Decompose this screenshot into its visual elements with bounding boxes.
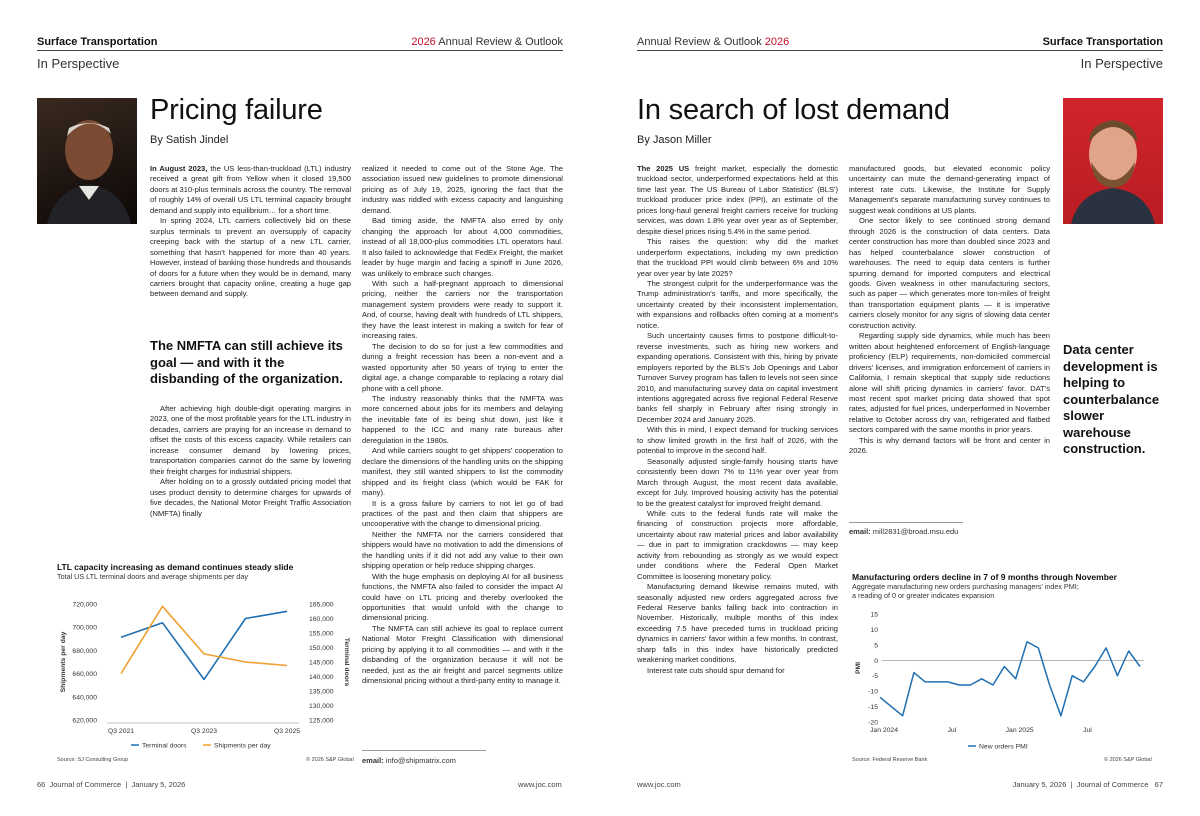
pmi-chart-title: Manufacturing orders decline in 7 of 9 months through November: [852, 572, 1117, 582]
right-pull-quote: Data center development is helping to counterbalance slower warehouse construction.: [1063, 342, 1160, 456]
left-issue-title: [411, 36, 563, 48]
right-issue-name: Annual Review & Outlook: [637, 36, 765, 48]
ltl-chart-header: [57, 562, 357, 581]
right-perspective-label: In Perspective: [1080, 56, 1163, 71]
pmi-y-tick-label: 0: [874, 657, 878, 665]
left-page-number: 66: [37, 780, 46, 789]
right-footer: January 5, 2026 | Journal of Commerce 67: [1012, 780, 1163, 789]
left-paragraph: Bad timing aside, the NMFTA also erred by only changing the approach for about 4,000 commodities, instead of all 18,000-plus commodities LTL operators haul. It also failed to acknowledge that FedEx Freight, the market leader by huge margin and facing a spinoff in June 2026, was unlikely to embrace such changes.: [362, 216, 563, 278]
pmi-y-axis-label: PMI: [855, 661, 862, 675]
ltl-y2-tick-label: 150,000: [309, 645, 334, 652]
right-column-1: [637, 164, 838, 676]
author-portrait-icon: [37, 98, 137, 224]
left-footer-url[interactable]: www.joc.com: [518, 780, 562, 789]
left-paragraph: After achieving high double-digit operating margins in 2023, one of the most profitable years for the LTL industry in decades, carriers are praying for an increase in demand to offset the costs of this excess capacity. While retailers can increase consumer demand by lowering prices, transportation companies cannot do the same by lowering their freight charges for industrial shippers.: [150, 404, 351, 476]
right-email-rule: [849, 522, 963, 523]
ltl-chart-credit: © 2026 S&P Global: [306, 757, 354, 763]
left-paragraph: realized it needed to come out of the Stone Age. The association issued new guidelines to promote dimensional pricing as of July 19, 2025, ignoring the fact that the industry was riddled with excess capacity and languishing demand.: [362, 164, 563, 215]
left-perspective-label: In Perspective: [37, 56, 120, 71]
right-email-address[interactable]: mill2831@broad.msu.edu: [872, 527, 959, 536]
right-paragraph: Such uncertainty causes firms to postpone difficult-to-reverse investments, such as hiring new workers and expanding operations. Consistent with this, hiring by private employers reported by the BLS's Job Openings and Labor Turnover Survey program has fallen to levels not seen since 2010, and manufacturing survey data on capital investment intentions aggregated across five regional Federal Reserve banks fell sharply in February after rising strongly in December 2024 and January 2025.: [637, 331, 838, 424]
ltl-y2-tick-label: 135,000: [309, 688, 334, 696]
right-paragraph: Seasonally adjusted single-family housing starts have consistently been down 7% to 11% year over year from March through August, the most recent data available, except for July. Improved housing activity has the potential to be the greatest catalyst for improved freight demand.: [637, 456, 838, 508]
author-portrait-icon: [1063, 98, 1163, 224]
right-issue-title: [637, 36, 789, 48]
right-byline: By Jason Miller: [637, 134, 712, 146]
left-paragraph: It is a gross failure by carriers to not let go of bad practices of the past and then claim that shippers are uncooperative with the change to dimensional pricing.: [362, 498, 563, 529]
pmi-x-tick-label: Jan 2024: [870, 727, 898, 734]
left-issue-year: 2026: [411, 36, 436, 48]
left-footer-date: January 5, 2026: [131, 780, 186, 789]
right-column-2: [849, 164, 1050, 457]
right-paragraph: Regarding supply side dynamics, while much has been written about heightened enforcement of English-language proficiency (ELP) requirements, non-domiciled commercial drivers' licenses, and immigration enforcement of carriers in California, I remain skeptical that supply side reductions alone will shift pricing dynamics in carriers' favor. DAT's most recent spot market pricing data showed that spot rates, adjusted for fuel prices, underperformed in November relative to October across dry van, refrigerated and flatbed sectors compared with the same months in prior years.: [849, 331, 1050, 435]
ltl-y-tick-label: 660,000: [72, 671, 97, 679]
ltl-y2-tick-label: 160,000: [309, 616, 334, 623]
pmi-x-tick-label: Jul: [947, 727, 957, 734]
pmi-chart-header: [852, 572, 1164, 600]
right-footer-pub: Journal of Commerce: [1076, 780, 1149, 789]
left-pull-quote: The NMFTA can still achieve its goal — and with it the disbanding of the organization.: [150, 338, 343, 386]
ltl-y-tick-label: 680,000: [72, 647, 97, 655]
ltl-chart: [55, 588, 355, 758]
left-paragraph: With the huge emphasis on deploying AI for all business functions, the NMFTA also failed to consider the impact AI could have on LTL pricing and thereby overlooked the opportunities that would unfold with the change to dimensional pricing.: [362, 571, 563, 623]
right-paragraph: manufactured goods, but elevated economic policy uncertainty can mute the demand-generating impact of interest rate cuts. Likewise, the Institute for Supply Management's separate manufacturing survey continues to suggest weak conditions at US plants.: [849, 164, 1050, 215]
pmi-y-tick-label: -10: [868, 688, 878, 696]
right-issue-year: 2026: [764, 36, 790, 48]
author-photo-miller: [1063, 98, 1163, 224]
ltl-y2-tick-label: 155,000: [309, 630, 334, 638]
right-paragraph: freight market, especially the domestic truckload sector, underperformed expectations held at this time last year. The US Bureau of Labor Statistics' (BLS') truckload producer price index (PPI), an estimate of the prices long-haul general freight carriers receive for trucking services, was down 1.8% year over year as of September, despite diesel prices rising 5.4% in the same period.: [637, 164, 838, 236]
pmi-y-tick-label: -15: [868, 704, 878, 712]
right-lead-in: The 2025 US: [637, 164, 690, 173]
left-paragraph: And while carriers sought to get shippers' cooperation to declare the dimensions of the handling units on the shipping manifest, they still wanted shippers to list the commodity shipped and its freight class (which would be FAK for many).: [362, 446, 563, 498]
left-lead-in: In August 2023,: [150, 164, 208, 173]
right-header-rule: [637, 50, 1163, 51]
ltl-y-tick-label: 700,000: [72, 624, 97, 632]
left-paragraph: The industry reasonably thinks that the NMFTA was more concerned about jobs for its members and delaying the inevitable fate of its being shut down, just like it happened to the ICC and many rate bureaus after deregulation in the 1980s.: [362, 393, 563, 445]
right-footer-url[interactable]: www.joc.com: [637, 780, 681, 789]
ltl-y-tick-label: 640,000: [72, 694, 97, 702]
ltl-y-axis-label: Shipments per day: [60, 631, 67, 693]
ltl-y2-tick-label: 140,000: [309, 674, 334, 681]
pmi-y-tick-label: -20: [868, 719, 878, 727]
left-paragraph: The decision to do so for just a few commodities and during a freight recession has been a non-event and a wasted opportunity after 50 years of trying to enter the digital age, a change comparable to replacing a rotary dial phone with a cell phone.: [362, 341, 563, 393]
left-email-label: email:: [362, 756, 384, 765]
pmi-chart-credit: © 2026 S&P Global: [1104, 757, 1152, 763]
pmi-y-tick-label: 5: [874, 642, 878, 650]
left-email-address[interactable]: info@shipmatrix.com: [385, 756, 456, 765]
left-paragraph: In spring 2024, LTL carriers collectively bid on these surplus terminals to prevent an oversupply of capacity creeping back with the startup of a new LTL carrier, something that hasn't happened for more than 40 years. However, instead of banking those hundreds and thousands of doors for a future when they would be in demand, many carriers brought that capacity online, creating a huge gap between demand and supply.: [150, 216, 351, 299]
pmi-y-tick-label: 15: [870, 611, 878, 619]
ltl-y-tick-label: 620,000: [72, 717, 97, 725]
right-paragraph: With this in mind, I expect demand for trucking services to show limited growth in the first half of 2026, with the potential to improve in the second half.: [637, 425, 838, 456]
pmi-chart-subtitle-line-1: Aggregate manufacturing new orders purchasing managers' index PMI;: [852, 582, 1079, 591]
left-footer: 66 Journal of Commerce | January 5, 2026: [37, 780, 186, 789]
ltl-x-tick-label: Q3 2025: [273, 728, 301, 735]
right-paragraph: One sector likely to see continued strong demand through 2026 is the construction of data centers. Data center construction has more than doubled since 2023 and has helped counterbalance slower construction of warehouses. The need to equip data centers is further spurring demand for imported computers and electrical goods. Given weakness in other manufacturing sectors, such as paper — which generates more ton-miles of freight than transportation equipment plants — it is imperative carriers closely monitor for any signs of slowing data center construction activity.: [849, 216, 1050, 330]
left-column-2: [362, 164, 563, 687]
left-footer-pub: Journal of Commerce: [49, 780, 122, 789]
ltl-chart-title: LTL capacity increasing as demand continues steady slide: [57, 562, 294, 572]
left-email-rule: [362, 750, 486, 751]
right-section-title: Surface Transportation: [1042, 36, 1163, 48]
right-paragraph: This is why demand factors will be front and center in 2026.: [849, 435, 1050, 456]
ltl-chart-subtitle: Total US LTL terminal doors and average shipments per day: [57, 572, 248, 581]
ltl-chart-source: Source: SJ Consulting Group: [57, 757, 129, 763]
pmi-y-tick-label: -5: [871, 673, 878, 681]
pmi-chart-source: Source: Federal Reserve Bank: [852, 757, 928, 763]
right-paragraph: This raises the question: why did the market underperform expectations, including my own prediction that the truckload PPI would climb between 6% and 10% year over year by late 2025?: [637, 237, 838, 278]
ltl-legend-label: Shipments per day: [214, 742, 271, 750]
ltl-y-tick-label: 720,000: [72, 601, 97, 609]
pmi-chart: [850, 604, 1162, 754]
pmi-chart-subtitle-line-2: a reading of 0 or greater indicates expansion: [852, 591, 995, 600]
right-paragraph: Interest rate cuts should spur demand for: [647, 665, 785, 675]
right-email: [849, 527, 958, 536]
ltl-y2-tick-label: 130,000: [309, 703, 334, 710]
left-issue-name: Annual Review & Outlook: [435, 36, 563, 48]
right-paragraph: Manufacturing demand likewise remains muted, with seasonally adjusted new orders aggregated across five Federal Reserve banks falling back into contraction in November. Historically, multiple months of this index exceeding 7.5 have preceded turns in truckload pricing dynamics in carriers' favor within a few months. In contrast, sharp falls in this index have historically predicted weakening market conditions.: [637, 582, 838, 665]
left-section-title: Surface Transportation: [37, 36, 158, 48]
right-paragraph: The strongest culprit for the underperformance was the Trump administration's tariffs, and more specifically, the uncertainty created by their inconsistent implementation, with expansions and rollbacks often coming at a moment's notice.: [637, 278, 838, 330]
ltl-y2-tick-label: 165,000: [309, 601, 334, 609]
ltl-y2-axis-label: Terminal doors: [343, 637, 350, 687]
right-paragraph: While cuts to the federal funds rate will make the financing of construction projects more affordable, uncertainty about raw material prices and labor availability — due in part to immigration crackdowns — may keep activity from rebounding as strongly as we would expect under conditions where the Federal Open Market Committee is loosening monetary policy.: [637, 508, 838, 581]
ltl-x-tick-label: Q3 2023: [190, 728, 218, 735]
ltl-y2-tick-label: 145,000: [309, 659, 334, 667]
left-paragraph: With such a half-pregnant approach to dimensional pricing, neither the carriers nor the transportation management system providers were ready to support it. And, of course, having dealt with hundreds of LTL shippers, they have the least interest in making a switch for fear of increasing rates.: [362, 278, 563, 341]
left-article-title: Pricing failure: [150, 94, 323, 126]
pmi-x-tick-label: Jan 2025: [1005, 727, 1034, 734]
left-byline: By Satish Jindel: [150, 134, 229, 146]
right-page-number: 67: [1154, 780, 1163, 789]
left-header-rule: [37, 50, 563, 51]
ltl-x-tick-label: Q3 2021: [107, 728, 135, 735]
ltl-y2-tick-label: 125,000: [309, 717, 334, 725]
pmi-legend-label: New orders PMI: [979, 743, 1028, 751]
left-paragraph: Neither the NMFTA nor the carriers considered that shippers would have no motivation to add the dimensions of the handling units if it did not add any value to their own shipping operation or help reduce shipping charges.: [362, 529, 563, 571]
left-column-1: [150, 164, 351, 300]
left-paragraph: The NMFTA can still achieve its goal to replace current National Motor Freight Classification with dimensional pricing by applying it to all commodities — and with it the disbanding of the organization because it will not be needed, just as the air freight and parcel segments utilize dimensional pricing without a third-party entity to manage it.: [362, 623, 563, 686]
left-paragraph: the US less-than-truckload (LTL) industry received a great gift from Yellow when it closed 19,500 doors at 310-plus terminals across the country. The removal of roughly 14% of overall US LTL terminal capacity brought demand and supply into equilibrium… for a short time.: [150, 164, 351, 215]
pmi-series-line: [880, 642, 1140, 716]
right-article-title: In search of lost demand: [637, 94, 950, 126]
left-column-1b: [150, 404, 351, 519]
left-email: [362, 756, 456, 765]
pmi-y-tick-label: 10: [870, 626, 878, 634]
pmi-x-tick-label: Jul: [1083, 727, 1092, 734]
author-photo-jindel: [37, 98, 137, 224]
ltl-legend-label: Terminal doors: [142, 742, 187, 750]
ltl-series-line-terminal-doors: [121, 611, 287, 679]
left-paragraph: After holding on to a grossly outdated pricing model that uses product density to determine charges for upwards of five decades, the National Motor Freight Traffic Association (NMFTA) finally: [150, 477, 351, 518]
right-email-label: email:: [849, 527, 871, 536]
right-footer-date: January 5, 2026: [1012, 780, 1067, 789]
